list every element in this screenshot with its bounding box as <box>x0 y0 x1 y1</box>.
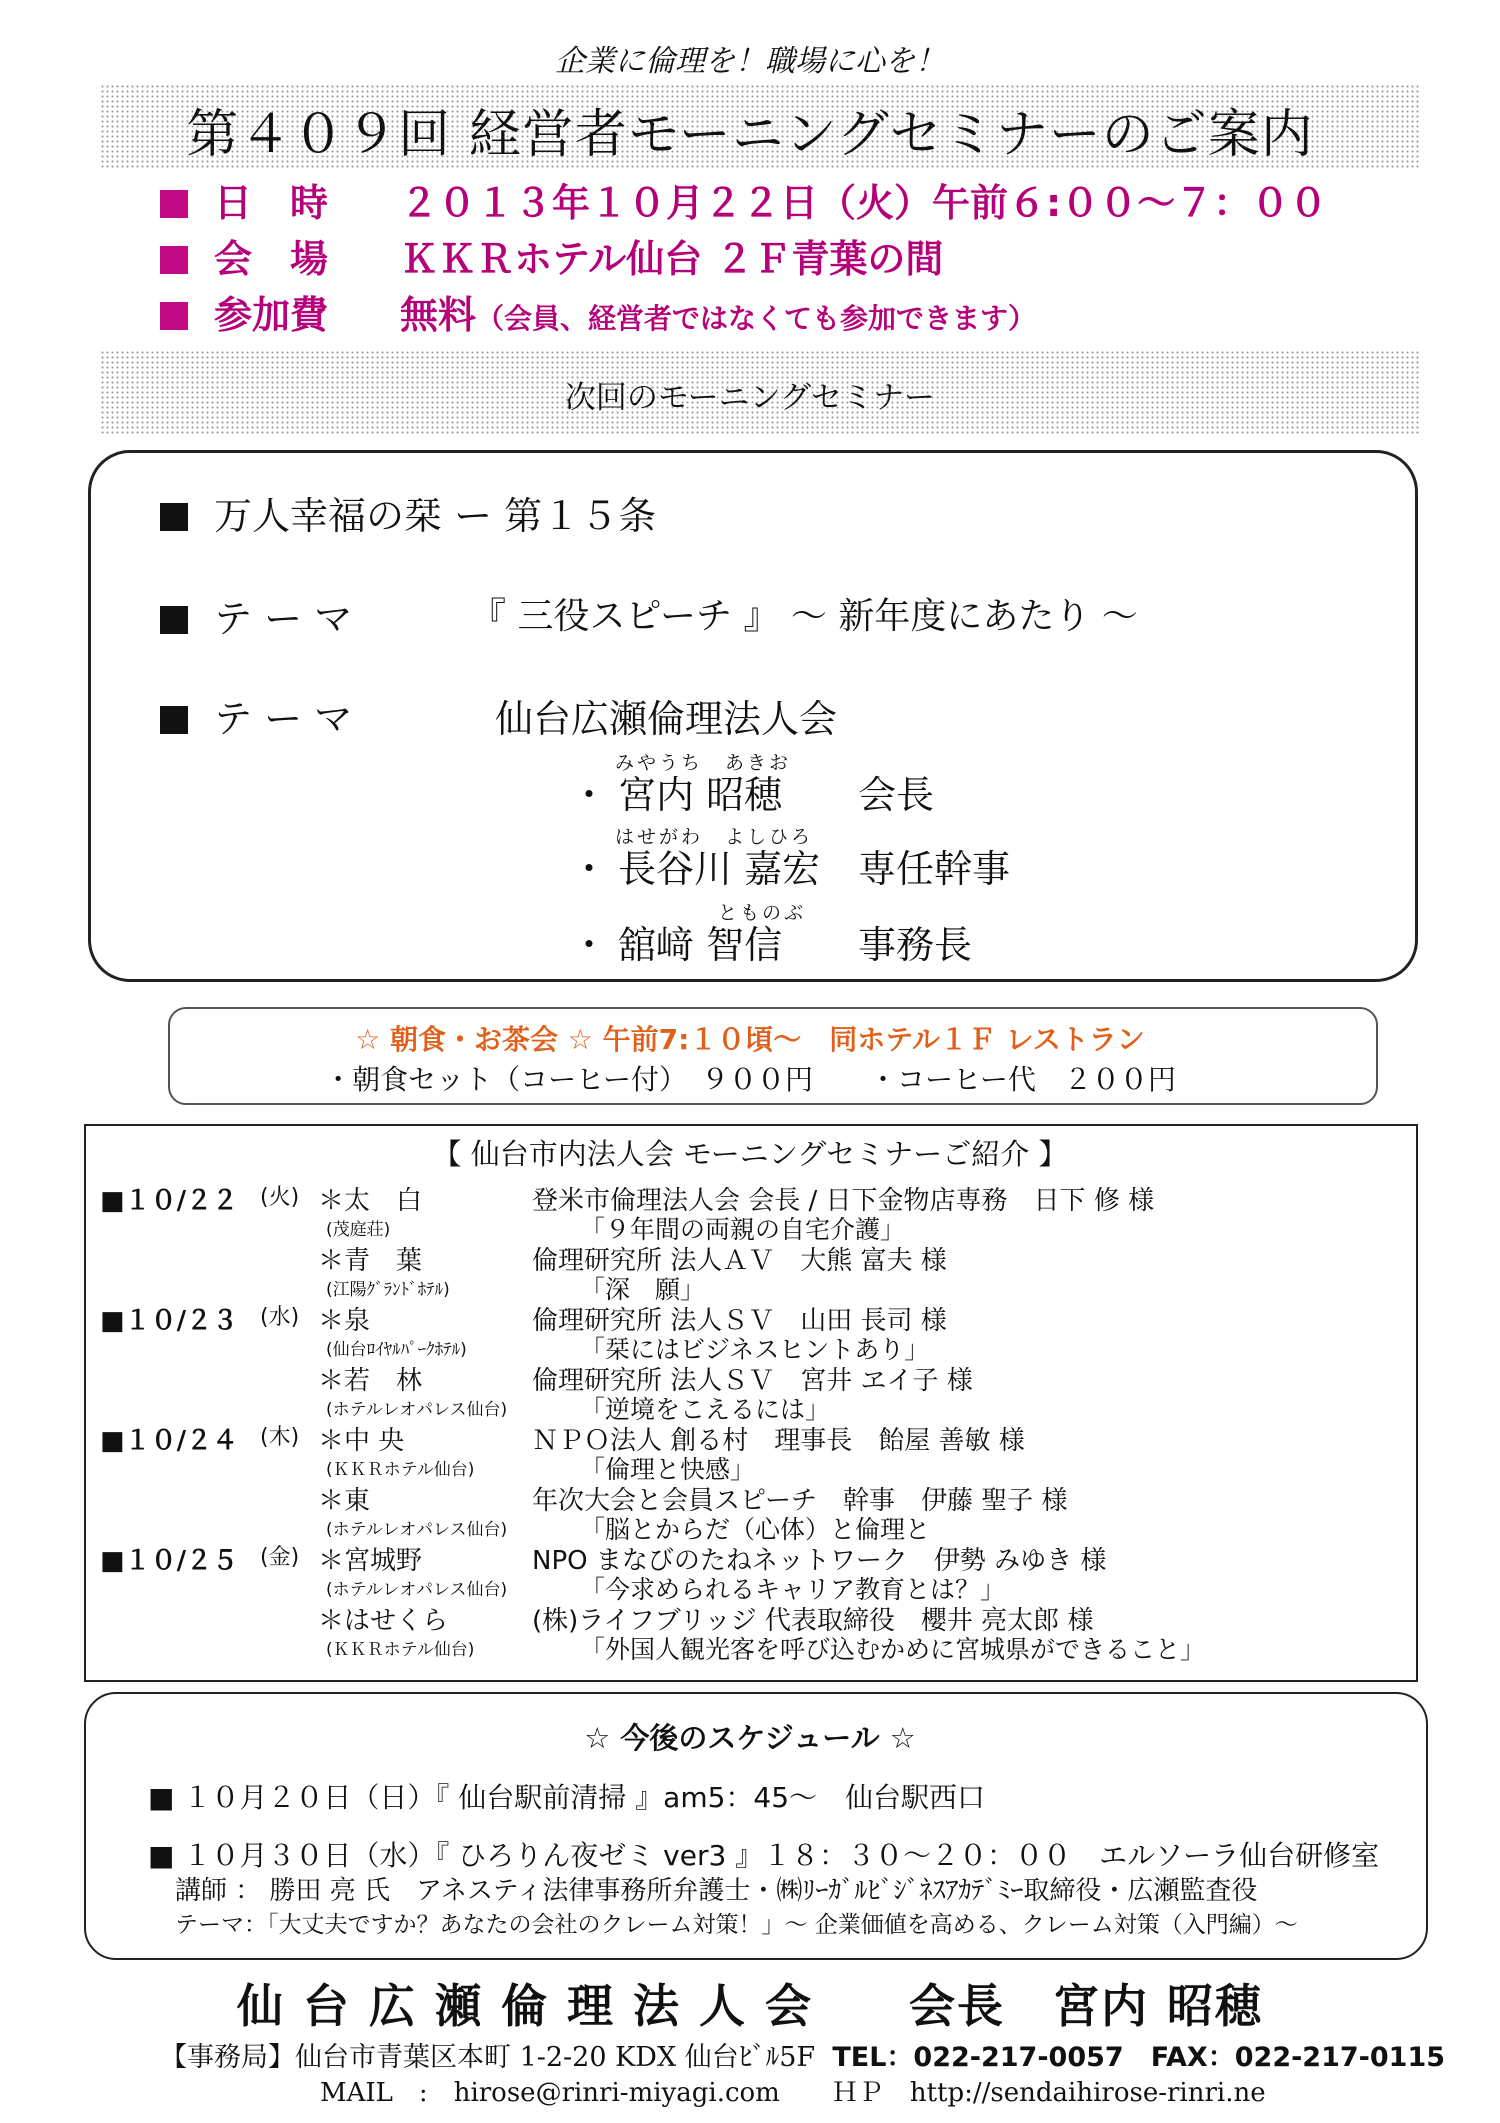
speaker-name: 舘﨑 智信 <box>618 923 783 967</box>
schedule-lecturer: 講師 ： 勝田 亮 氏 アネスティ法律事務所弁護士・㈱ﾘｰｶﾞﾙﾋﾞｼﾞﾈｽｱｶﾃﾞﾐｰ取締役・広瀬監査役 <box>175 1876 1258 1906</box>
schedule-item-2: ■ １０月３０日（水）『 ひろりん夜ゼミ ver3 』１８：３０～２０：００ エルソーラ仙台研修室 <box>148 1839 1380 1872</box>
intro-speaker: 倫理研究所 法人ＳＶ 山田 長司 様 <box>532 1306 947 1336</box>
info-label: 日 時 <box>214 181 329 225</box>
intro-venue: (ホテルレオパレス仙台) <box>326 1580 508 1600</box>
intro-chapter: ＊中 央 <box>318 1426 405 1456</box>
intro-speaker: (株)ライフブリッジ 代表取締役 櫻井 亮太郎 様 <box>532 1606 1094 1636</box>
intro-chapter: ＊はせくら <box>318 1606 449 1636</box>
schedule-item-1: ■ １０月２０日（日）『 仙台駅前清掃 』am5：45～ 仙台駅西口 <box>148 1781 986 1814</box>
intro-speaker: 年次大会と会員スピーチ 幹事 伊藤 聖子 様 <box>532 1486 1068 1516</box>
theme-row-2 <box>160 688 352 743</box>
intro-venue: (ＫＫＲホテル仙台) <box>326 1460 475 1480</box>
square-bullet-icon <box>160 302 188 330</box>
info-label: 会 場 <box>214 237 329 281</box>
intro-chapter: ＊宮城野 <box>318 1546 423 1576</box>
intro-venue: (仙台ﾛｲﾔﾙﾊﾟｰｸﾎﾃﾙ) <box>326 1340 467 1360</box>
intro-topic: 「倫理と快感」 <box>580 1455 756 1484</box>
square-bullet-icon <box>160 503 188 531</box>
footer-office <box>160 2035 1445 2074</box>
breakfast-prices: ・朝食セット（コーヒー付） ９００円 ・コーヒー代 ２００円 <box>324 1063 1176 1096</box>
square-bullet-icon <box>160 246 188 274</box>
intro-speaker: ＮＰＯ法人 創る村 理事長 飴屋 善敏 様 <box>532 1426 1025 1456</box>
speaker-role: 専任幹事 <box>858 847 1011 891</box>
next-seminar-heading: 次回のモーニングセミナー <box>564 380 936 416</box>
intro-speaker: NPO まなびのたねネットワーク 伊勢 みゆき 様 <box>532 1546 1107 1576</box>
intro-speaker: 倫理研究所 法人ＳＶ 宮井 ヱイ子 様 <box>532 1366 973 1396</box>
intro-dow: (水) <box>260 1305 300 1330</box>
intro-date: ■１０/２３ <box>100 1306 239 1336</box>
slogan: 企業に倫理を！職場に心を！ <box>555 44 945 79</box>
info-note: （会員、経営者ではなくても参加できます） <box>476 302 1037 335</box>
speaker-name: 長谷川 嘉宏 <box>618 847 821 891</box>
intro-topic: 「栞にはビジネスヒントあり」 <box>580 1335 930 1364</box>
intro-venue: (茂庭荘) <box>326 1220 391 1240</box>
intro-date: ■１０/２５ <box>100 1546 239 1576</box>
theme-row-1 <box>160 588 352 643</box>
theme-text-2: 仙台広瀬倫理法人会 <box>495 697 838 741</box>
intro-dow: (金) <box>260 1545 300 1570</box>
footer-address: 【事務局】仙台市青葉区本町 1-2-20 KDX 仙台ﾋﾞﾙ5F <box>160 2042 816 2073</box>
speaker-bullet: ・ <box>570 923 609 967</box>
info-datetime <box>160 172 1328 227</box>
speaker-bullet: ・ <box>570 773 609 817</box>
intro-date: ■１０/２４ <box>100 1426 239 1456</box>
intro-venue: (ホテルレオパレス仙台) <box>326 1400 508 1420</box>
info-value: ＫＫＲホテル仙台 ２Ｆ青葉の間 <box>400 237 944 281</box>
intro-venue: (ＫＫＲホテル仙台) <box>326 1640 475 1660</box>
info-fee <box>160 284 1037 339</box>
speaker-role: 事務長 <box>858 923 973 967</box>
speaker-name: 宮内 昭穂 <box>618 773 783 817</box>
intro-dow: (木) <box>260 1425 300 1450</box>
footer-tel-fax: TEL：022-217-0057 FAX：022-217-0115 <box>832 2042 1446 2073</box>
article-row <box>160 485 656 540</box>
intro-date: ■１０/２２ <box>100 1186 239 1216</box>
breakfast-title: ☆ 朝食・お茶会 ☆ 午前7:１０頃～ 同ホテル１Ｆ レストラン <box>355 1023 1145 1056</box>
intro-topic: 「今求められるキャリア教育とは？」 <box>580 1575 1006 1604</box>
intro-dow: (火) <box>260 1185 300 1210</box>
theme-label: テ ー マ <box>214 597 353 641</box>
info-value: ２０１３年１０月２２日（火）午前６:００～７：００ <box>400 181 1328 225</box>
schedule-theme: テーマ：「大丈夫ですか？あなたの会社のクレーム対策！」～ 企業価値を高める、クレーム対策（入門編）～ <box>175 1912 1298 1938</box>
speaker-ruby: とものぶ <box>718 902 807 924</box>
speaker-bullet: ・ <box>570 847 609 891</box>
article-text: 万人幸福の栞 ー 第１５条 <box>214 494 657 538</box>
intro-chapter: ＊東 <box>318 1486 371 1516</box>
square-bullet-icon <box>160 190 188 218</box>
intro-topic: 「９年間の両親の自宅介護」 <box>580 1215 906 1244</box>
intro-title: 【 仙台市内法人会 モーニングセミナーご紹介 】 <box>432 1137 1068 1171</box>
intro-venue: (江陽ｸﾞﾗﾝﾄﾞﾎﾃﾙ) <box>326 1280 450 1300</box>
square-bullet-icon <box>160 606 188 634</box>
info-label: 参加費 <box>214 293 329 337</box>
intro-topic: 「外国人観光客を呼び込むかめに宮城県ができること」 <box>580 1635 1206 1664</box>
intro-venue: (ホテルレオパレス仙台) <box>326 1520 508 1540</box>
intro-speaker: 倫理研究所 法人ＡＶ 大熊 富夫 様 <box>532 1246 947 1276</box>
intro-speaker: 登米市倫理法人会 会長 / 日下金物店専務 日下 修 様 <box>532 1186 1155 1216</box>
footer-organization: 仙 台 広 瀬 倫 理 法 人 会 会長 宮内 昭穂 <box>236 1979 1264 2033</box>
square-bullet-icon <box>160 706 188 734</box>
info-venue <box>160 228 944 283</box>
speaker-ruby: みやうち あきお <box>615 752 792 774</box>
footer-mail: MAIL : hirose@rinri-miyagi.com ＨＰ http://sendaihirose-rinri.ne <box>320 2078 1266 2108</box>
intro-chapter: ＊青 葉 <box>318 1246 423 1276</box>
theme-label: テ ー マ <box>214 697 353 741</box>
speaker-role: 会長 <box>858 773 935 817</box>
intro-chapter: ＊泉 <box>318 1306 371 1336</box>
schedule-title: ☆ 今後のスケジュール ☆ <box>584 1721 916 1755</box>
speaker-ruby: はせがわ よしひろ <box>615 826 814 848</box>
intro-topic: 「脳とからだ（心体）と倫理と <box>580 1515 931 1544</box>
intro-topic: 「深 願」 <box>580 1275 706 1304</box>
page-title: 第４０９回 経営者モーニングセミナーのご案内 <box>186 105 1314 165</box>
intro-chapter: ＊太 白 <box>318 1186 423 1216</box>
theme-text-1: 『 三役スピーチ 』 ～ 新年度にあたり ～ <box>470 596 1138 637</box>
intro-chapter: ＊若 林 <box>318 1366 423 1396</box>
info-value: 無料 <box>400 293 477 337</box>
intro-topic: 「逆境をこえるには」 <box>580 1395 831 1424</box>
